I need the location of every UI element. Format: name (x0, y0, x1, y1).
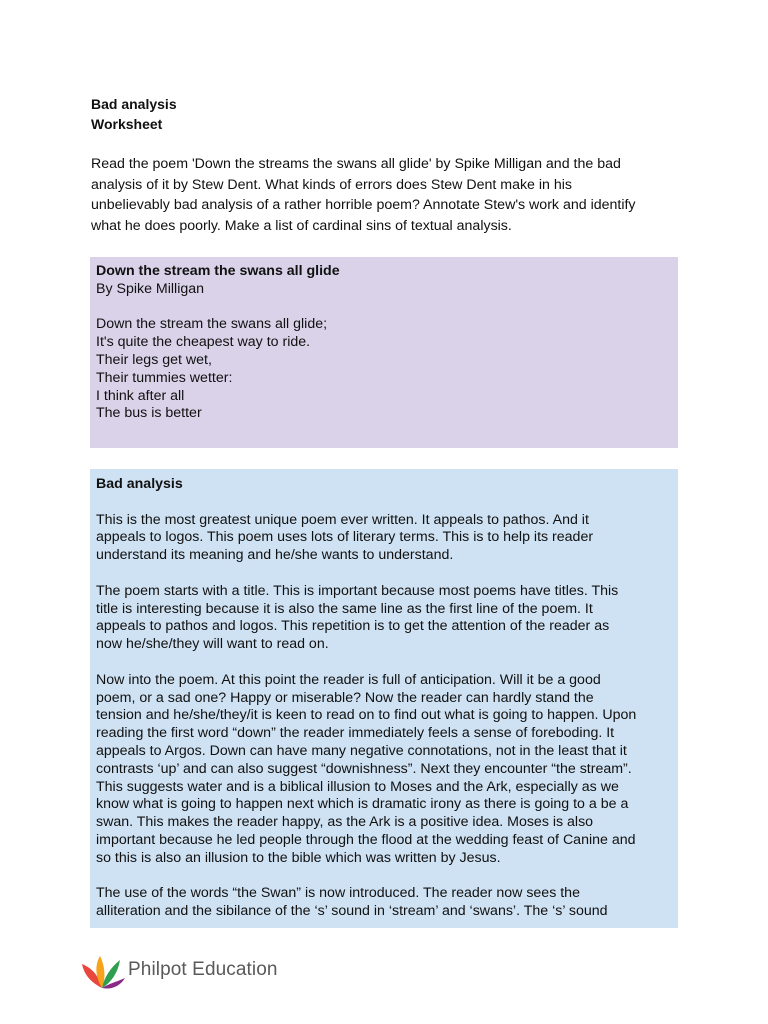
analysis-line: Now into the poem. At this point the reader is full of anticipation. Will it be a good (96, 671, 601, 688)
poem-line: The bus is better (96, 405, 202, 422)
intro-line: unbelievably bad analysis of a rather horrible poem? Annotate Stew's work and identify (91, 197, 636, 214)
analysis-line: now he/she/they will want to read on. (96, 636, 329, 653)
analysis-paragraph (96, 512, 672, 565)
footer-branding (80, 948, 278, 992)
poem-author: By Spike Milligan (96, 280, 205, 297)
analysis-paragraph (96, 672, 672, 868)
intro-paragraph (91, 154, 681, 237)
analysis-line: alliteration and the sibilance of the ‘s’ sound in ‘stream’ and ‘swans’. The ‘s’ sound (96, 903, 608, 920)
analysis-line: This is the most greatest unique poem ever written. It appeals to pathos. And it (96, 511, 589, 528)
worksheet-subtitle: Worksheet (91, 116, 163, 132)
analysis-line: The poem starts with a title. This is important because most poems have titles. This (96, 582, 619, 599)
analysis-line: appeals to pathos and logos. This repetition is to get the attention of the reader as (96, 618, 610, 635)
brand-name: Philpot Education (128, 959, 278, 980)
analysis-line: reading the first word “down” the reader immediately feels a sense of foreboding. It (96, 725, 615, 742)
poem-title: Down the stream the swans all glide (96, 263, 340, 279)
intro-line: Read the poem 'Down the streams the swans all glide' by Spike Milligan and the bad (91, 156, 621, 172)
analysis-paragraph (96, 583, 672, 654)
poem-line: Down the stream the swans all glide; (96, 316, 328, 333)
poem-line: Their tummies wetter: (96, 369, 233, 386)
analysis-line: appeals to Argos. Down can have many negative connotations, not in the least that it (96, 742, 627, 759)
poem-line: I think after all (96, 387, 185, 404)
analysis-line: The use of the words “the Swan” is now introduced. The reader now sees the (96, 885, 580, 902)
poem-box (90, 257, 678, 448)
analysis-line: understand its meaning and he/she wants to understand. (96, 547, 454, 564)
analysis-paragraph (96, 885, 672, 921)
analysis-line: know what is going to happen next which is dramatic irony as there is going to a be a (96, 796, 629, 813)
analysis-line: This suggests water and is a biblical illusion to Moses and the Ark, especially as we (96, 778, 619, 795)
worksheet-header (91, 94, 177, 134)
intro-line: what he does poorly. Make a list of cardinal sins of textual analysis. (91, 218, 512, 235)
analysis-line: title is interesting because it is also the same line as the first line of the poem. It (96, 600, 593, 617)
analysis-line: tension and he/she/they/it is keen to read on to find out what is going to happen. Upon (96, 707, 637, 724)
analysis-line: appeals to logos. This poem uses lots of literary terms. This is to help its reader (96, 529, 594, 546)
analysis-line: so this is also an illusion to the bible which was written by Jesus. (96, 849, 501, 866)
analysis-line: poem, or a sad one? Happy or miserable? Now the reader can hardly stand the (96, 689, 594, 706)
intro-line: analysis of it by Stew Dent. What kinds of errors does Stew Dent make in his (91, 176, 573, 193)
poem-line: Their legs get wet, (96, 351, 212, 368)
analysis-title: Bad analysis (96, 476, 183, 492)
poem-line: It's quite the cheapest way to ride. (96, 334, 311, 351)
analysis-line: important because he led people through the flood at the wedding feast of Canine and (96, 831, 636, 848)
analysis-line: contrasts ‘up’ and can also suggest “downishness”. Next they encounter “the stream”. (96, 760, 632, 777)
analysis-line: swan. This makes the reader happy, as the Ark is a positive idea. Moses is also (96, 814, 594, 831)
worksheet-title: Bad analysis (91, 96, 177, 112)
analysis-box (90, 469, 678, 928)
flower-petals-logo-icon (80, 948, 126, 992)
